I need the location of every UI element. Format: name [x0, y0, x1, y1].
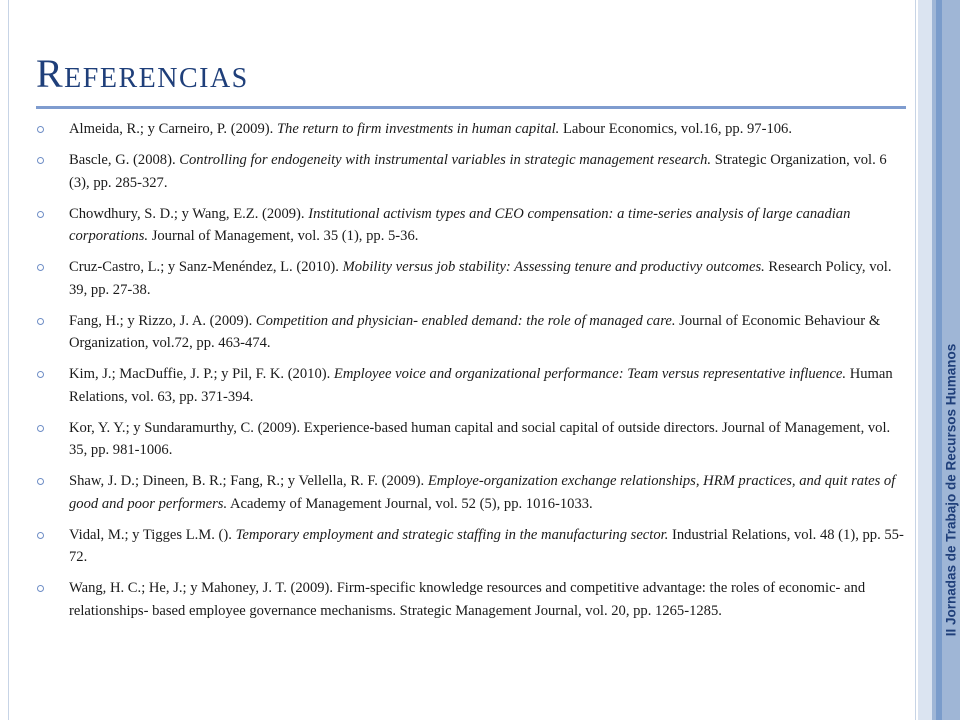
ref-authors: Chowdhury, S. D.; y Wang, E.Z. (2009). [69, 205, 309, 222]
side-band-light [918, 0, 932, 720]
reference-item [36, 149, 904, 194]
reference-list [36, 118, 904, 631]
ref-title: The return to firm investments in human capital. [276, 121, 560, 137]
ref-authors: Kim, J.; MacDuffie, J. P.; y Pil, F. K. (2010). [69, 366, 334, 382]
circle-bullet-icon [37, 371, 44, 378]
ref-source: Research Policy, vol. 39, pp. 27-38. [69, 259, 892, 298]
ref-source: Human Relations, vol. 63, pp. 371-394. [69, 366, 893, 405]
ref-title: Temporary employment and strategic staffing in the manufacturing sector. [235, 526, 669, 543]
reference-item [36, 470, 904, 515]
reference-item [36, 256, 904, 301]
reference-item [36, 203, 904, 248]
ref-title: Employee voice and organizational performance: Team versus representative influence. [333, 366, 847, 382]
ref-title: Competition and physician- enabled demand: the role of managed care. [255, 312, 676, 329]
circle-bullet-icon [37, 532, 44, 539]
ref-source: Academy of Management Journal, vol. 52 (5), pp. 1016-1033. [227, 495, 593, 512]
ref-authors: Cruz-Castro, L.; y Sanz-Menéndez, L. (2010). [69, 259, 343, 275]
ref-authors: Vidal, M.; y Tigges L.M. (). [69, 526, 236, 543]
ref-title: Institutional activism types and CEO compensation: a time-series analysis of large canadian corporations. [69, 205, 851, 244]
reference-item [36, 524, 904, 569]
circle-bullet-icon [37, 157, 44, 164]
reference-item [36, 577, 904, 622]
ref-source: Strategic Organization, vol. 6 (3), pp. 285-327. [69, 152, 887, 191]
circle-bullet-icon [37, 425, 44, 432]
title-underline [36, 106, 906, 109]
ref-title: Employe-organization exchange relationships, HRM practices, and quit rates of good and poor performers. [69, 473, 896, 512]
ref-authors: Shaw, J. D.; Dineen, B. R.; Fang, R.; y Vellella, R. F. (2009). [69, 473, 428, 489]
circle-bullet-icon [37, 585, 44, 592]
ref-source: Labour Economics, vol.16, pp. 97-106. [559, 121, 792, 137]
reference-item [36, 363, 904, 408]
circle-bullet-icon [37, 126, 44, 133]
reference-item [36, 417, 904, 462]
ref-source: Industrial Relations, vol. 48 (1), pp. 55-72. [69, 526, 904, 565]
side-caption: II Jornadas de Trabajo de Recursos Humanos [943, 343, 959, 637]
reference-item [36, 118, 904, 141]
ref-authors: Fang, H.; y Rizzo, J. A. (2009). [69, 312, 256, 329]
slide-title: Referencias [36, 51, 249, 96]
circle-bullet-icon [37, 318, 44, 325]
ref-source: Journal of Economic Behaviour & Organization, vol.72, pp. 463-474. [69, 312, 881, 351]
ref-authors: Kor, Y. Y.; y Sundaramurthy, C. (2009). Experience-based human capital and social capital of outside directors. Journal of Management, vol. 35, pp. 981-1006. [69, 419, 891, 458]
reference-item [36, 310, 904, 355]
ref-authors: Almeida, R.; y Carneiro, P. (2009). [69, 121, 277, 137]
ref-authors: Wang, H. C.; He, J.; y Mahoney, J. T. (2009). Firm-specific knowledge resources and competitive advantage: the roles of economic- and relationships- based employee governance mechanisms. Strategic Management Journal, vol. 20, pp. 1265-1285. [69, 580, 866, 619]
ref-title: Mobility versus job stability: Assessing tenure and productivy outcomes. [342, 259, 765, 275]
circle-bullet-icon [37, 478, 44, 485]
ref-title: Controlling for endogeneity with instrumental variables in strategic management research. [179, 152, 712, 168]
ref-source: Journal of Management, vol. 35 (1), pp. 5-36. [148, 228, 419, 244]
ref-authors: Bascle, G. (2008). [69, 152, 180, 168]
circle-bullet-icon [37, 264, 44, 271]
circle-bullet-icon [37, 211, 44, 218]
